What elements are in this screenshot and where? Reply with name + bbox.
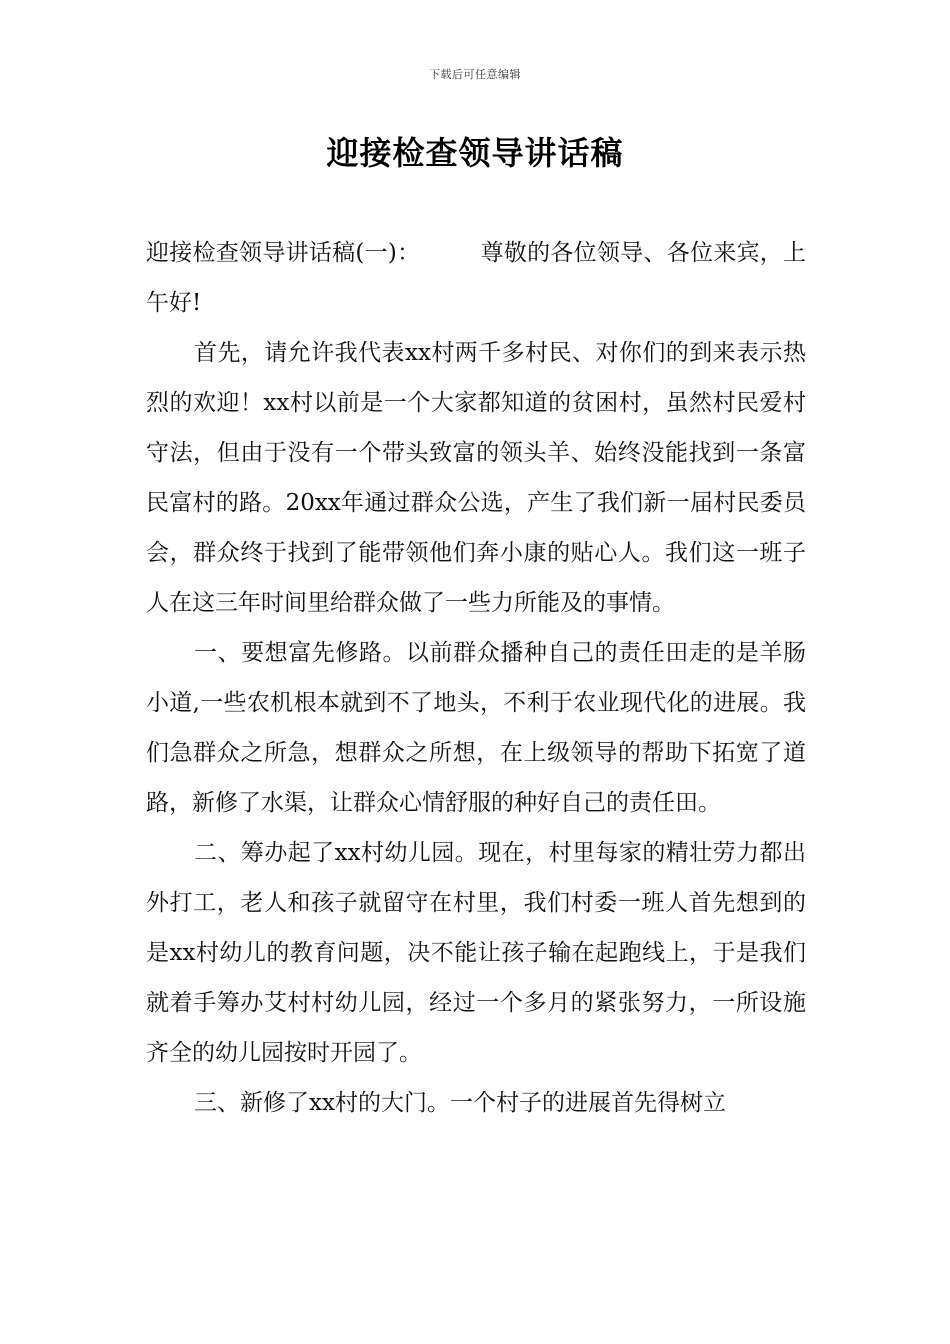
document-body <box>146 228 806 1128</box>
header-note: 下载后可任意编辑 <box>429 68 521 81</box>
document-title: 迎接检查领导讲话稿 <box>326 134 624 172</box>
paragraph-4: 三、新修了xx村的大门。一个村子的进展首先得树立 <box>194 1090 726 1116</box>
paragraph-3: 二、筹办起了xx村幼儿园。现在，村里每家的精壮劳力都出外打工，老人和孩子就留守在村里，我们村委一班人首先想到的是xx村幼儿的教育问题，决不能让孩子输在起跑线上，于是我们就着手筹办艾村村幼儿园，经过一个多月的紧张努力，一所设施齐全的幼儿园按时开园了。 <box>146 840 806 1066</box>
opening-paragraph <box>146 228 806 328</box>
opening-greeting: 尊敬的各位领导、各位来宾，上午好! <box>146 240 806 316</box>
opening-label: 迎接检查领导讲话稿(一)： <box>146 240 421 266</box>
paragraph-1: 首先，请允许我代表xx村两千多村民、对你们的到来表示热烈的欢迎！xx村以前是一个大家都知道的贫困村，虽然村民爱村守法，但由于没有一个带头致富的领头羊、始终没能找到一条富民富村的路。20xx年通过群众公选，产生了我们新一届村民委员会，群众终于找到了能带领他们奔小康的贴心人。我们这一班子人在这三年时间里给群众做了一些力所能及的事情。 <box>146 340 806 616</box>
paragraph-2: 一、要想富先修路。以前群众播种自己的责任田走的是羊肠小道,一些农机根本就到不了地头，不利于农业现代化的进展。我们急群众之所急，想群众之所想，在上级领导的帮助下拓宽了道路，新修了水渠，让群众心情舒服的种好自己的责任田。 <box>146 640 806 816</box>
